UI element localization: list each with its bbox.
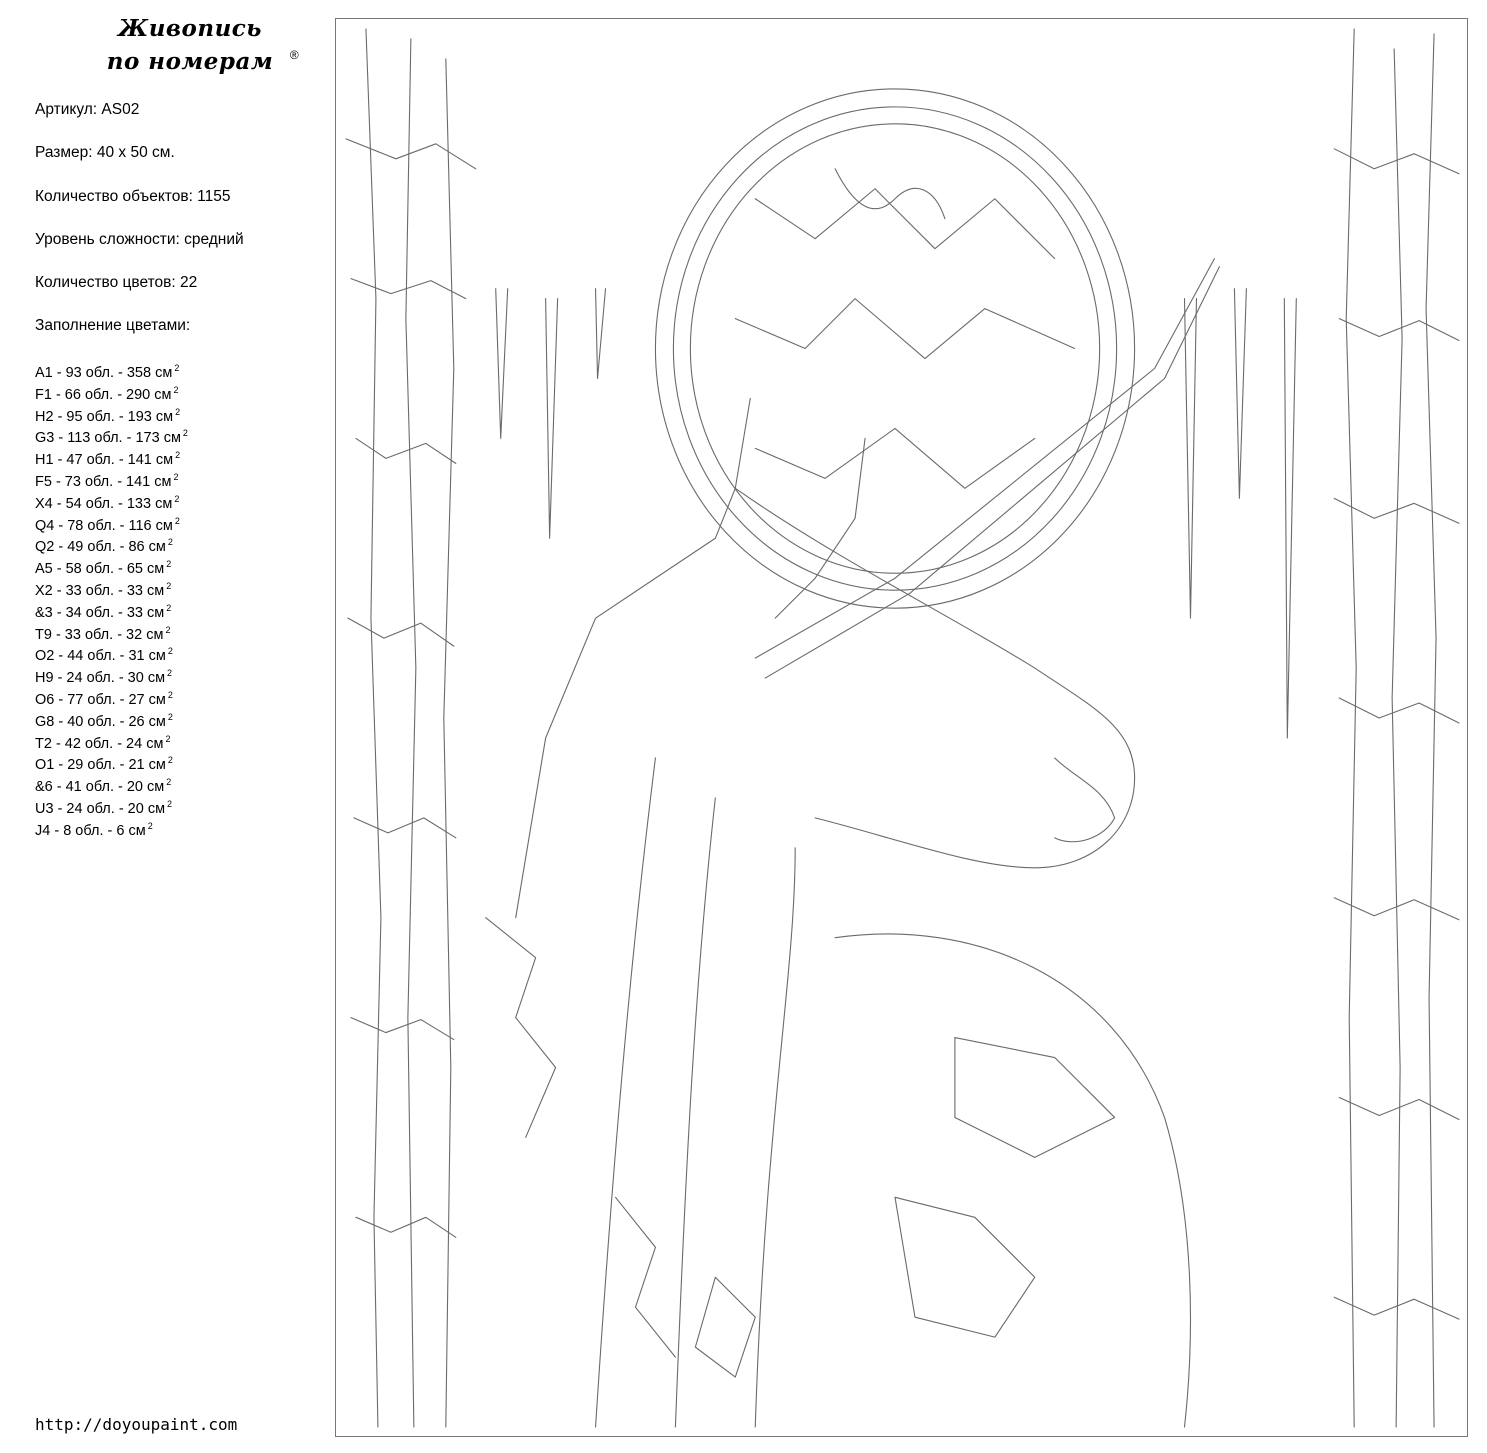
area-unit-superscript: 2 [175,406,181,417]
area-unit-superscript: 2 [166,602,172,613]
area-unit-superscript: 2 [175,450,181,461]
left-pillar [346,29,476,1427]
color-fill-row [35,489,188,511]
color-fill-row [35,423,188,445]
color-fill-text: Q4 - 78 обл. - 116 см [35,517,173,534]
color-fill-text: U3 - 24 обл. - 20 см [35,800,166,817]
color-fill-row [35,467,188,489]
color-fill-text: A1 - 93 обл. - 358 см [35,365,173,381]
area-unit-superscript: 2 [174,515,180,526]
color-fill-row [35,445,188,467]
area-unit-superscript: 2 [182,428,188,439]
color-fill-text: H9 - 24 обл. - 30 см [35,670,166,687]
registered-mark: ® [289,48,300,62]
color-fill-text: X4 - 54 обл. - 133 см [35,495,173,512]
color-fill-row [35,707,188,729]
paint-by-number-canvas [335,18,1468,1437]
color-fill-text: Q2 - 49 обл. - 86 см [35,539,166,556]
color-fill-row [35,511,188,533]
website-url[interactable]: http://doyoupaint.com [35,1415,238,1434]
color-fill-text: T2 - 42 обл. - 24 см [35,735,164,752]
unicorn-outline-drawing [336,19,1467,1436]
area-unit-superscript: 2 [165,624,171,635]
color-fill-row [35,750,188,772]
color-fill-text: J4 - 8 обл. - 6 см [35,822,146,839]
mane-regions [486,918,1115,1377]
area-unit-superscript: 2 [174,493,180,504]
color-fill-text: A5 - 58 обл. - 65 см [35,561,165,578]
color-fill-text: O2 - 44 обл. - 31 см [35,648,166,665]
area-unit-superscript: 2 [167,711,173,722]
area-unit-superscript: 2 [167,755,173,766]
spec-object-count: Количество объектов: 1155 [35,187,231,205]
color-fill-text: &3 - 34 обл. - 33 см [35,604,165,621]
color-fill-text: G3 - 113 обл. - 173 см [35,430,181,447]
medallion [655,89,1134,608]
color-fill-row [35,532,188,554]
unicorn-head [516,259,1220,1427]
color-fill-row [35,576,188,598]
spec-color-count: Количество цветов: 22 [35,274,198,292]
info-sidebar [0,0,320,1453]
drips [496,289,1297,738]
color-fill-row [35,729,188,751]
color-fill-row [35,620,188,642]
color-fill-row [35,816,188,838]
color-fill-text: F5 - 73 обл. - 141 см [35,473,172,490]
color-fill-list [35,358,188,838]
area-unit-superscript: 2 [147,820,153,831]
color-fill-text: O6 - 77 обл. - 27 см [35,691,166,708]
product-specs [35,99,244,359]
color-fill-text: F1 - 66 обл. - 290 см [35,386,172,403]
area-unit-superscript: 2 [174,363,180,373]
color-fill-text: O1 - 29 обл. - 21 см [35,757,166,774]
color-fill-row [35,794,188,816]
color-fill-row [35,402,188,424]
brand-logo [60,12,320,78]
area-unit-superscript: 2 [167,646,173,657]
brand-line-1: Живопись [118,15,262,42]
color-fill-text: H2 - 95 обл. - 193 см [35,408,174,425]
color-fill-text: X2 - 33 обл. - 33 см [35,582,165,599]
right-pillar [1334,29,1459,1427]
spec-article: Артикул: AS02 [35,101,140,118]
color-fill-row [35,554,188,576]
brand-line-2: по номерам [106,48,274,75]
area-unit-superscript: 2 [167,537,173,548]
color-fill-row [35,598,188,620]
area-unit-superscript: 2 [166,559,172,570]
color-fill-row [35,772,188,794]
color-fill-text: T9 - 33 обл. - 32 см [35,626,164,643]
area-unit-superscript: 2 [173,384,179,395]
area-unit-superscript: 2 [167,668,173,679]
color-fill-text: &6 - 41 обл. - 20 см [35,779,165,796]
color-fill-text: G8 - 40 обл. - 26 см [35,713,166,730]
area-unit-superscript: 2 [167,798,173,809]
color-fill-row [35,380,188,402]
color-fill-row [35,685,188,707]
spec-size: Размер: 40 х 50 см. [35,144,175,162]
area-unit-superscript: 2 [167,689,173,700]
spec-fill-heading: Заполнение цветами: [35,317,191,335]
color-fill-row [35,663,188,685]
spec-difficulty: Уровень сложности: средний [35,230,244,248]
color-fill-row [35,641,188,663]
color-fill-text: H1 - 47 обл. - 141 см [35,452,174,469]
area-unit-superscript: 2 [165,733,171,744]
color-fill-row [35,358,188,380]
area-unit-superscript: 2 [173,471,179,482]
area-unit-superscript: 2 [166,777,172,788]
area-unit-superscript: 2 [166,580,172,591]
